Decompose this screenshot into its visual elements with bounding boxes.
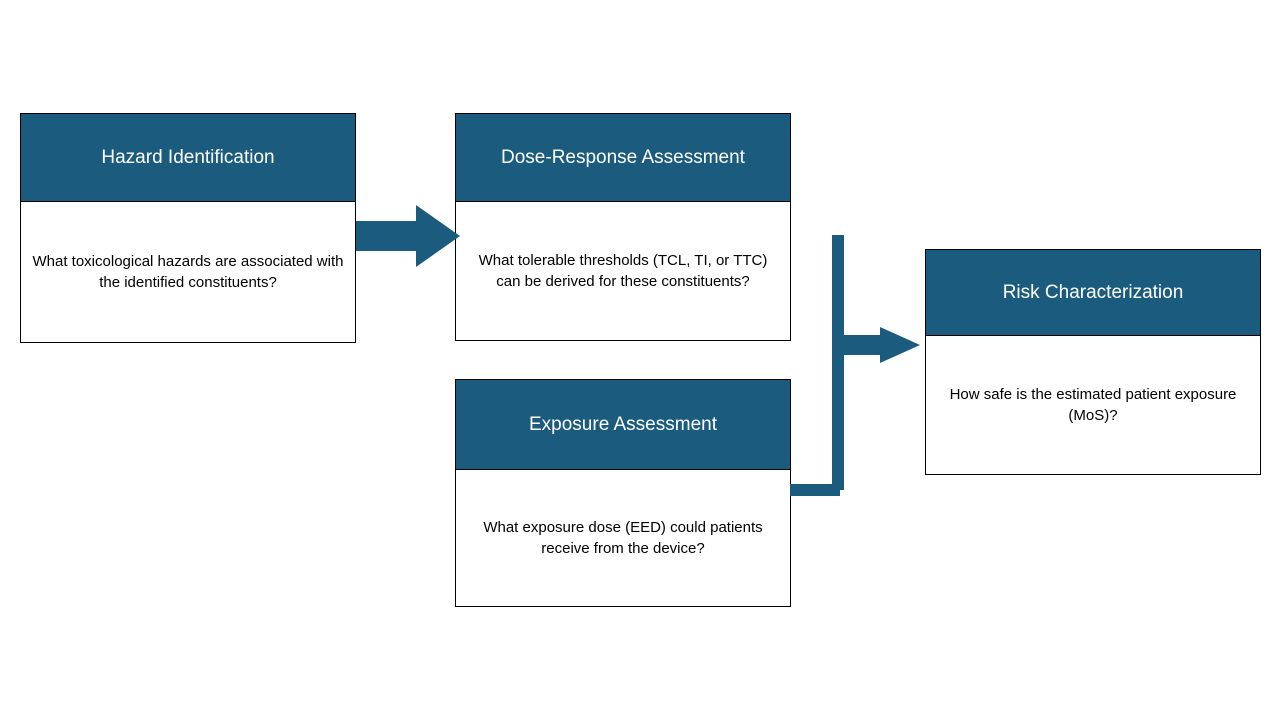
node-dose-response-assessment-question: What tolerable thresholds (TCL, TI, or TTC) can be derived for these constituents? (478, 252, 768, 290)
node-risk-characterization-title: Risk Characterization (926, 250, 1260, 336)
node-hazard-identification (20, 113, 356, 343)
node-risk-characterization (925, 249, 1261, 475)
node-hazard-identification-title: Hazard Identification (21, 114, 355, 202)
node-dose-response-assessment (455, 113, 791, 341)
arrow-right-merge-icon (790, 225, 930, 500)
node-hazard-identification-question: What toxicological hazards are associated with the identified constituents? (32, 253, 344, 291)
node-dose-response-assessment-title: Dose-Response Assessment (456, 114, 790, 202)
node-risk-characterization-question: How safe is the estimated patient exposure (MoS)? (949, 386, 1237, 424)
node-exposure-assessment (455, 379, 791, 607)
node-exposure-assessment-question: What exposure dose (EED) could patients receive from the device? (483, 519, 763, 557)
arrow-right-icon (356, 205, 460, 267)
node-exposure-assessment-title: Exposure Assessment (456, 380, 790, 470)
